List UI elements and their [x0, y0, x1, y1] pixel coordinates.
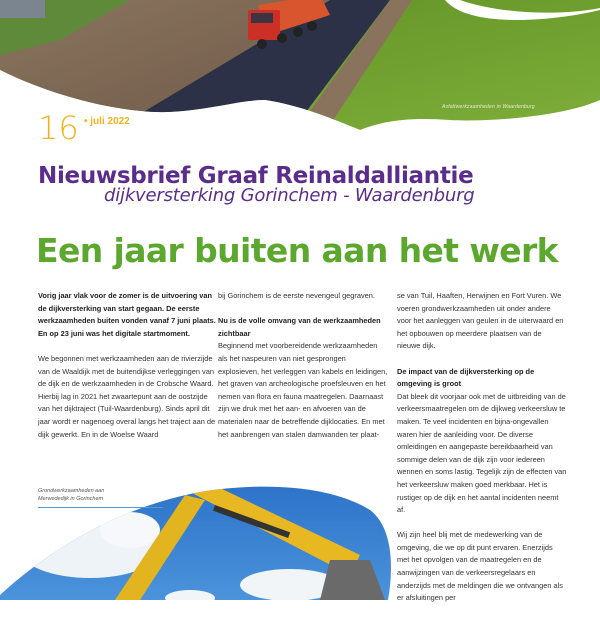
- section-heading: Nu is de volle omvang van de werkzaamheden zichtbaar: [218, 316, 381, 338]
- section-heading: De impact van de dijkversterking op de omgeving is groot: [397, 366, 535, 389]
- road-works-photo: [0, 0, 600, 135]
- paragraph: Dat bleek dit voorjaar ook met de uitbreiding van de verkeersmaatregelen om de dijkweg verkeersluw te maken. Te veel incidenten en bijna-ongevallen waren hier de aanleiding voor. De diverse omleidingen en aangepaste bereikbaarheid van sommige delen van de dijk zijn voor iedereen wennen en soms lastig. Tegelijk zijn de effecten van het verkeersluw maken goed merkbaar. Het is rustiger op de dijk en het aantal incidenten neemt af.: [397, 391, 567, 515]
- article-column-3: [397, 290, 567, 617]
- article-column-1: [38, 290, 218, 454]
- hero-caption: Asfaltwerkzaamheden in Waardenburg: [442, 104, 535, 110]
- newsletter-title: Nieuwsbrief Graaf Reinaldalliantie: [38, 163, 474, 189]
- article-headline: Een jaar buiten aan het werk: [36, 231, 559, 270]
- issue-badge: [38, 109, 130, 147]
- caption-divider: [38, 507, 163, 508]
- paragraph: Wij zijn heel blij met de medewerking van de omgeving, die we op dit punt ervaren. Enerzijds met het opvolgen van de maatregelen en de aanwijzingen van de verkeersregelaars en anderzijds met de meldingen die we ontvangen als er afsluitingen per: [397, 530, 563, 603]
- paragraph: Beginnend met voorbereidende werkzaamheden als het naspeuren van niet gesprongen explosieven, het verleggen van kabels en leidingen, het graven van archeologische proefsleuven en het nemen van flora en fauna maatregelen. Daarnaast zijn we druk met het aan- en afvoeren van de materialen naar de betreffende dijklocaties. En met het aanbrengen van stalen damwanden ter plaat-: [218, 341, 388, 439]
- issue-number: 16: [38, 109, 79, 147]
- paragraph: bij Gorinchem is de eerste nevengeul gegraven.: [218, 291, 375, 300]
- issue-date: • juli 2022: [84, 116, 130, 127]
- article-intro: Vorig jaar vlak voor de zomer is de uitvoering van de dijkversterking van start gegaan. De eerste werkzaamheden buiten vonden vanaf 7 juni plaats. En op 23 juni was het digitale startmoment.: [38, 291, 216, 338]
- paragraph: We begonnen met werkzaamheden aan de rivierzijde van de Waaldijk met de buitendijkse verleggingen van de dijk en de werkzaamheden in de Crobsche Waard. Hierbij lag in 2021 het zwaartepunt aan de oostzijde van het dijktraject (Tuil-Waardenburg). Sinds april dit jaar wordt er nagenoeg overal langs het traject aan de dijk gewerkt. En in de Woelse Waard: [38, 353, 216, 439]
- newsletter-subtitle: dijkversterking Gorinchem - Waardenburg: [104, 185, 475, 206]
- article-column-2: [218, 290, 388, 454]
- paragraph: se van Tuil, Haaften, Herwijnen en Fort Vuren. We voeren grondwerkzaamheden uit onder andere voor het aanleggen van geulen in de uiterwaard en het opbouwen op meerdere plaatsen van de nieuwe dijk.: [397, 291, 564, 351]
- hero-photo: [0, 0, 600, 135]
- photo-caption: Grondwerkzaamheden aan Merwededijk in Gorinchem: [38, 488, 105, 502]
- masthead: [38, 163, 475, 206]
